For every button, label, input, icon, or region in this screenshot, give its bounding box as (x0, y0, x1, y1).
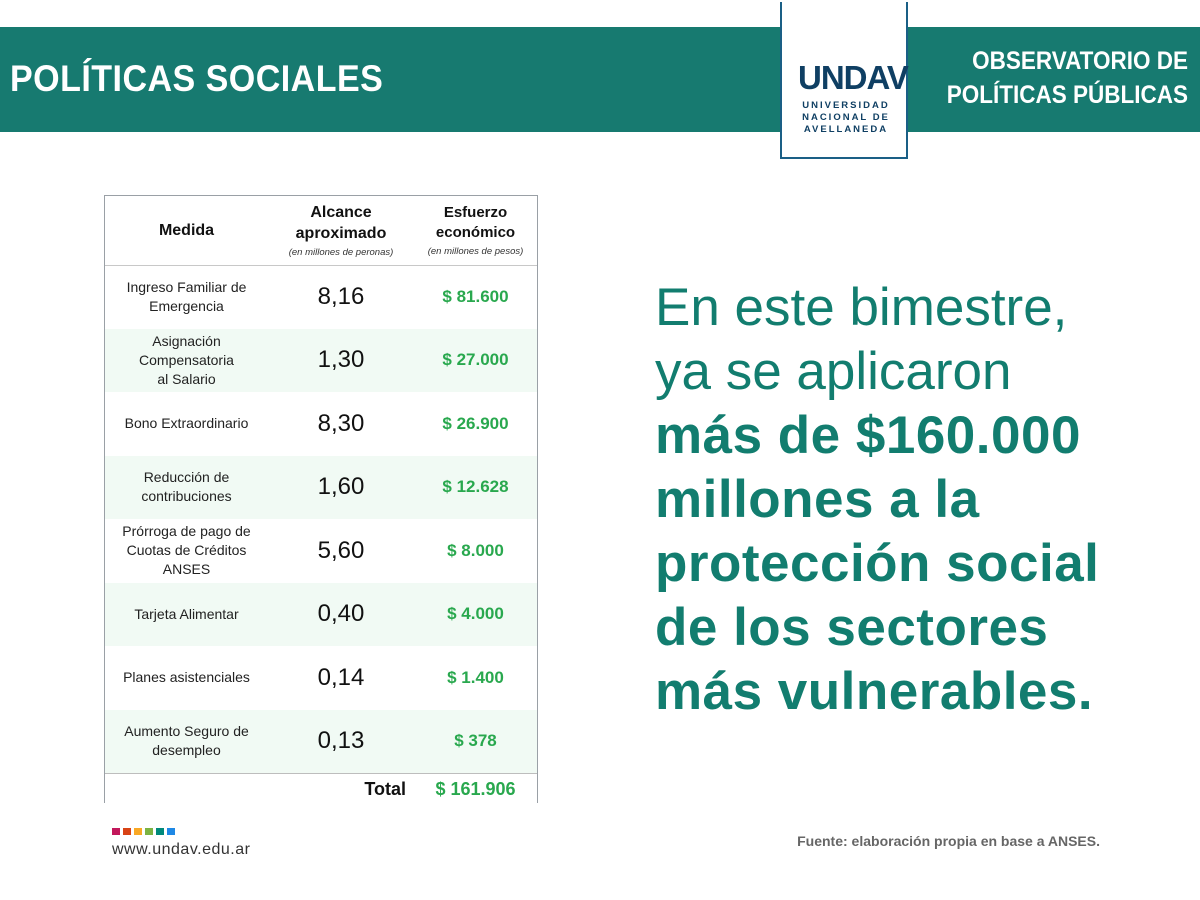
cell-alcance: 1,60 (268, 456, 414, 520)
table-row (105, 519, 537, 583)
cell-alcance: 8,16 (317, 283, 365, 310)
header-esfuerzo (414, 196, 537, 265)
color-dots-decoration (112, 828, 175, 835)
statement-line-6: de los sectores (655, 598, 1049, 657)
cell-esfuerzo: $ 12.628 (414, 456, 537, 520)
undav-logo-mark: UNDAV (798, 59, 908, 96)
cell-medida: Asignación Compensatoria al Salario (105, 329, 268, 393)
total-label: Total (268, 773, 414, 806)
cell-medida: Tarjeta Alimentar (105, 583, 268, 647)
undav-logo (780, 2, 908, 159)
cell-medida: Ingreso Familiar de Emergencia (126, 279, 247, 314)
cell-alcance: 0,40 (268, 583, 414, 647)
cell-medida: Bono Extraordinario (124, 415, 249, 432)
table-row (105, 710, 537, 774)
website-link[interactable]: www.undav.edu.ar (112, 841, 251, 858)
observatorio-line-2: POLÍTICAS PÚBLICAS (946, 81, 1188, 109)
header-alcance-sub: (en millones de peronas) (288, 246, 394, 258)
cell-esfuerzo: $ 81.600 (442, 287, 509, 306)
header-alcance (268, 196, 414, 265)
cell-alcance: 8,30 (317, 409, 365, 437)
cell-medida: Reducción de contribuciones (105, 456, 268, 520)
observatorio-title (918, 44, 1188, 112)
table-row (105, 456, 537, 520)
color-dot (145, 828, 153, 835)
table-row (105, 392, 537, 456)
color-dot (123, 828, 131, 835)
statement-line-7: más vulnerables. (655, 662, 1094, 721)
cell-esfuerzo: $ 4.000 (414, 583, 537, 647)
cell-esfuerzo: $ 1.400 (447, 667, 504, 687)
table-header-row (105, 196, 537, 265)
statement-line-3: más de $160.000 (655, 406, 1081, 465)
cell-alcance: 0,14 (317, 663, 365, 691)
color-dot (167, 828, 175, 835)
cell-alcance: 1,30 (268, 329, 414, 393)
table-total-row (105, 773, 537, 806)
color-dot (134, 828, 142, 835)
source-note: Fuente: elaboración propia en base a ANSES. (797, 833, 1100, 849)
cell-medida: Aumento Seguro de desempleo (105, 710, 268, 774)
color-dot (112, 828, 120, 835)
statement-text (655, 276, 1175, 724)
header-esfuerzo-label: Esfuerzo económico (435, 203, 516, 241)
total-spacer (105, 773, 268, 806)
cell-medida: Planes asistenciales (123, 669, 250, 686)
cell-esfuerzo: $ 26.900 (442, 413, 509, 433)
table-row (105, 583, 537, 647)
total-value: $ 161.906 (414, 773, 537, 806)
color-dot (156, 828, 164, 835)
logo-line-2: NACIONAL DE (802, 112, 890, 123)
statement-line-4: millones a la (655, 470, 980, 529)
cell-alcance: 0,13 (268, 710, 414, 774)
cell-alcance: 5,60 (317, 536, 365, 564)
measures-table (104, 195, 538, 803)
cell-esfuerzo: $ 8.000 (447, 540, 504, 560)
table-row (105, 265, 537, 329)
table-row (105, 646, 537, 710)
cell-medida: Prórroga de pago de Cuotas de Créditos ANSES (122, 523, 251, 578)
page-title: POLÍTICAS SOCIALES (10, 58, 384, 99)
header-esfuerzo-sub: (en millones de pesos) (427, 245, 524, 257)
header-medida: Medida (105, 196, 268, 265)
header-alcance-label: Alcance aproximado (295, 203, 387, 242)
cell-esfuerzo: $ 378 (414, 710, 537, 774)
undav-logo-text (788, 100, 904, 136)
statement-line-1: En este bimestre, (655, 278, 1068, 337)
cell-esfuerzo: $ 27.000 (414, 329, 537, 393)
logo-line-3: AVELLANEDA (803, 124, 889, 135)
observatorio-line-1: OBSERVATORIO DE (972, 47, 1188, 75)
statement-line-2: ya se aplicaron (655, 342, 1012, 401)
logo-line-1: UNIVERSIDAD (802, 100, 890, 111)
statement-line-5: protección social (655, 534, 1100, 593)
table-row (105, 329, 537, 393)
